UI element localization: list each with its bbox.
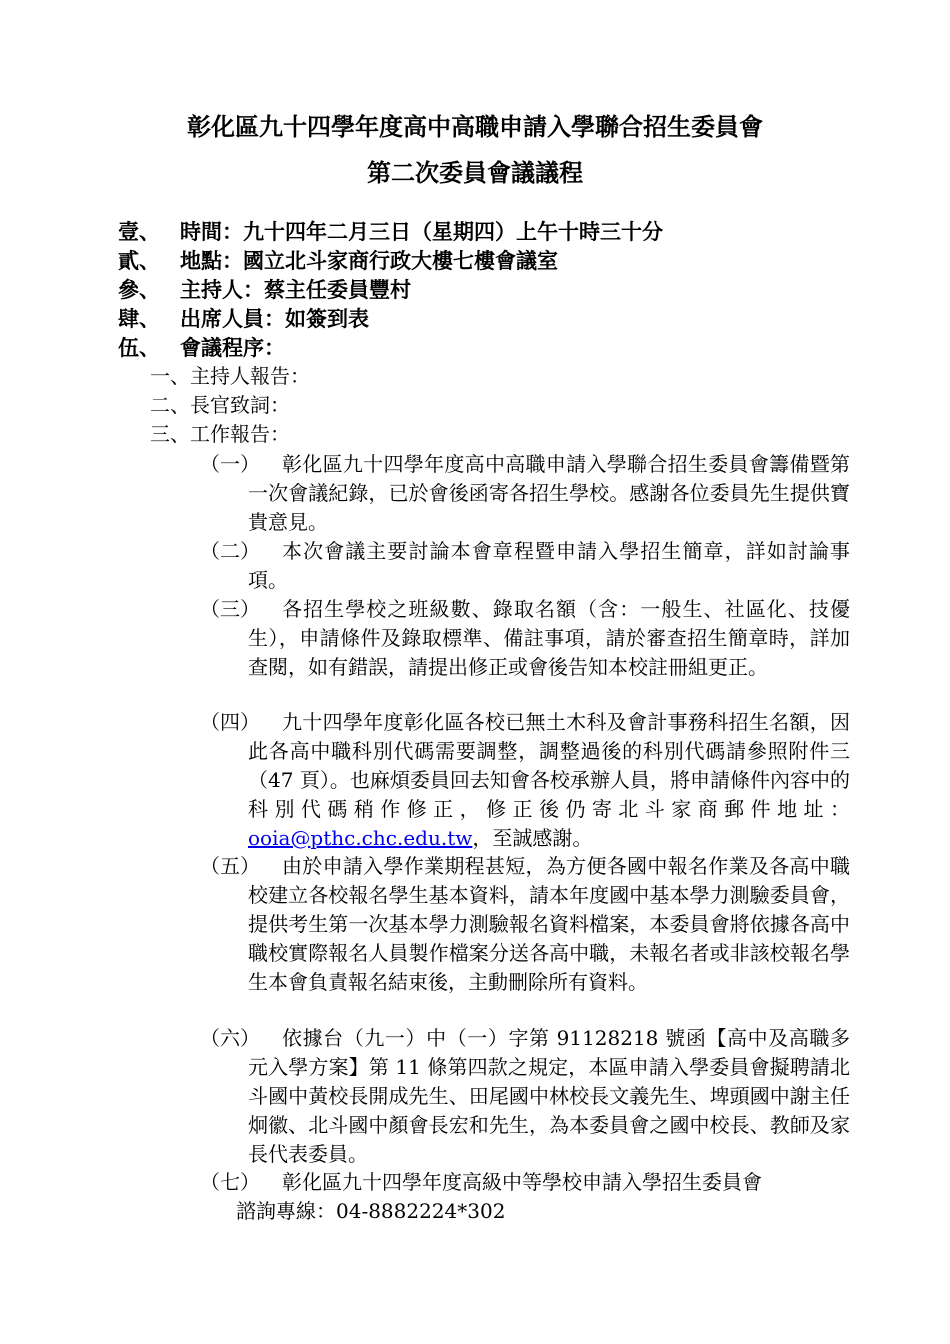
section-text: 地點：國立北斗家商行政大樓七樓會議室 — [180, 248, 558, 273]
email-link[interactable]: ooia@pthc.chc.edu.tw — [248, 826, 473, 850]
item-text: 各招生學校之班級數、錄取名額（含：一般生、社區化、技優生），申請條件及錄取標準、備註事項，請於審查招生簡章時，詳加查閱，如有錯誤，請提出修正或會後告知本校註冊組更正。 — [248, 597, 850, 679]
item-label: （一） — [200, 452, 260, 476]
report-item — [200, 537, 850, 595]
report-item — [200, 1168, 850, 1197]
document-title-line1: 彰化區九十四學年度高中高職申請入學聯合招生委員會 — [187, 112, 763, 141]
section-number: 參、 — [118, 277, 160, 302]
document-title-line2: 第二次委員會議議程 — [367, 158, 583, 187]
item-label: （七） — [200, 1170, 260, 1194]
item-label: （五） — [200, 854, 260, 878]
section-number: 肆、 — [118, 306, 160, 331]
item-text: 由於申請入學作業期程甚短，為方便各國中報名作業及各高中職校建立各校報名學生基本資料，請本年度國中基本學力測驗委員會，提供考生第一次基本學力測驗報名資料檔案，本委員會將依據各高中職校實際報名人員製作檔案分送各高中職，未報名者或非該校報名學生本會負責報名結束後，主動刪除所有資料。 — [248, 854, 850, 994]
section-text: 出席人員：如簽到表 — [180, 306, 369, 331]
item-label: （二） — [200, 539, 260, 563]
item-text-after: ，至誠感謝。 — [472, 826, 593, 850]
item-text-before: 九十四學年度彰化區各校已無土木科及會計事務科招生名額，因此各高中職科別代碼需要調整，調整過後的科別代碼請參照附件三（47 頁）。也麻煩委員回去知會各校承辦人員，將申請條件內容中的科別代碼稍作修正，修正後仍寄北斗家商郵件地址： — [248, 710, 850, 821]
section-text: 時間：九十四年二月三日（星期四）上午十時三十分 — [180, 219, 663, 244]
item-label: （四） — [200, 710, 260, 734]
report-item — [200, 708, 850, 853]
item-text: 彰化區九十四學年度高級中等學校申請入學招生委員會 — [282, 1170, 762, 1194]
item-label: （六） — [200, 1026, 260, 1050]
item-text: 本次會議主要討論本會章程暨申請入學招生簡章，詳如討論事項。 — [248, 539, 850, 592]
subsection-official-speech: 二、長官致詞： — [150, 393, 290, 417]
item-text: 依據台（九一）中（一）字第 91128218 號函【高中及高職多元入學方案】第 11 條第四款之規定，本區申請入學委員會擬聘請北斗國中黃校長開成先生、田尾國中林校長文義先生、埤頭國中謝主任炯徽、北斗國中顏會長宏和先生，為本委員會之國中校長、教師及家長代表委員。 — [248, 1026, 850, 1166]
section-text: 會議程序： — [180, 335, 285, 360]
section-number: 貳、 — [118, 248, 160, 273]
subsection-work-report: 三、工作報告： — [150, 422, 290, 446]
report-item — [200, 450, 850, 537]
section-text: 主持人：蔡主任委員豐村 — [180, 277, 411, 302]
report-item — [200, 852, 850, 997]
section-number: 伍、 — [118, 335, 160, 360]
subsection-chair-report: 一、主持人報告： — [150, 364, 310, 388]
item-text — [248, 708, 850, 853]
contact-line: 諮詢專線：04-8882224*302 — [236, 1199, 506, 1223]
section-number: 壹、 — [118, 219, 160, 244]
report-item — [200, 595, 850, 682]
item-label: （三） — [200, 597, 260, 621]
report-item — [200, 1024, 850, 1169]
item-text: 彰化區九十四學年度高中高職申請入學聯合招生委員會籌備暨第一次會議紀錄，已於會後函寄各招生學校。感謝各位委員先生提供寶貴意見。 — [248, 452, 850, 534]
